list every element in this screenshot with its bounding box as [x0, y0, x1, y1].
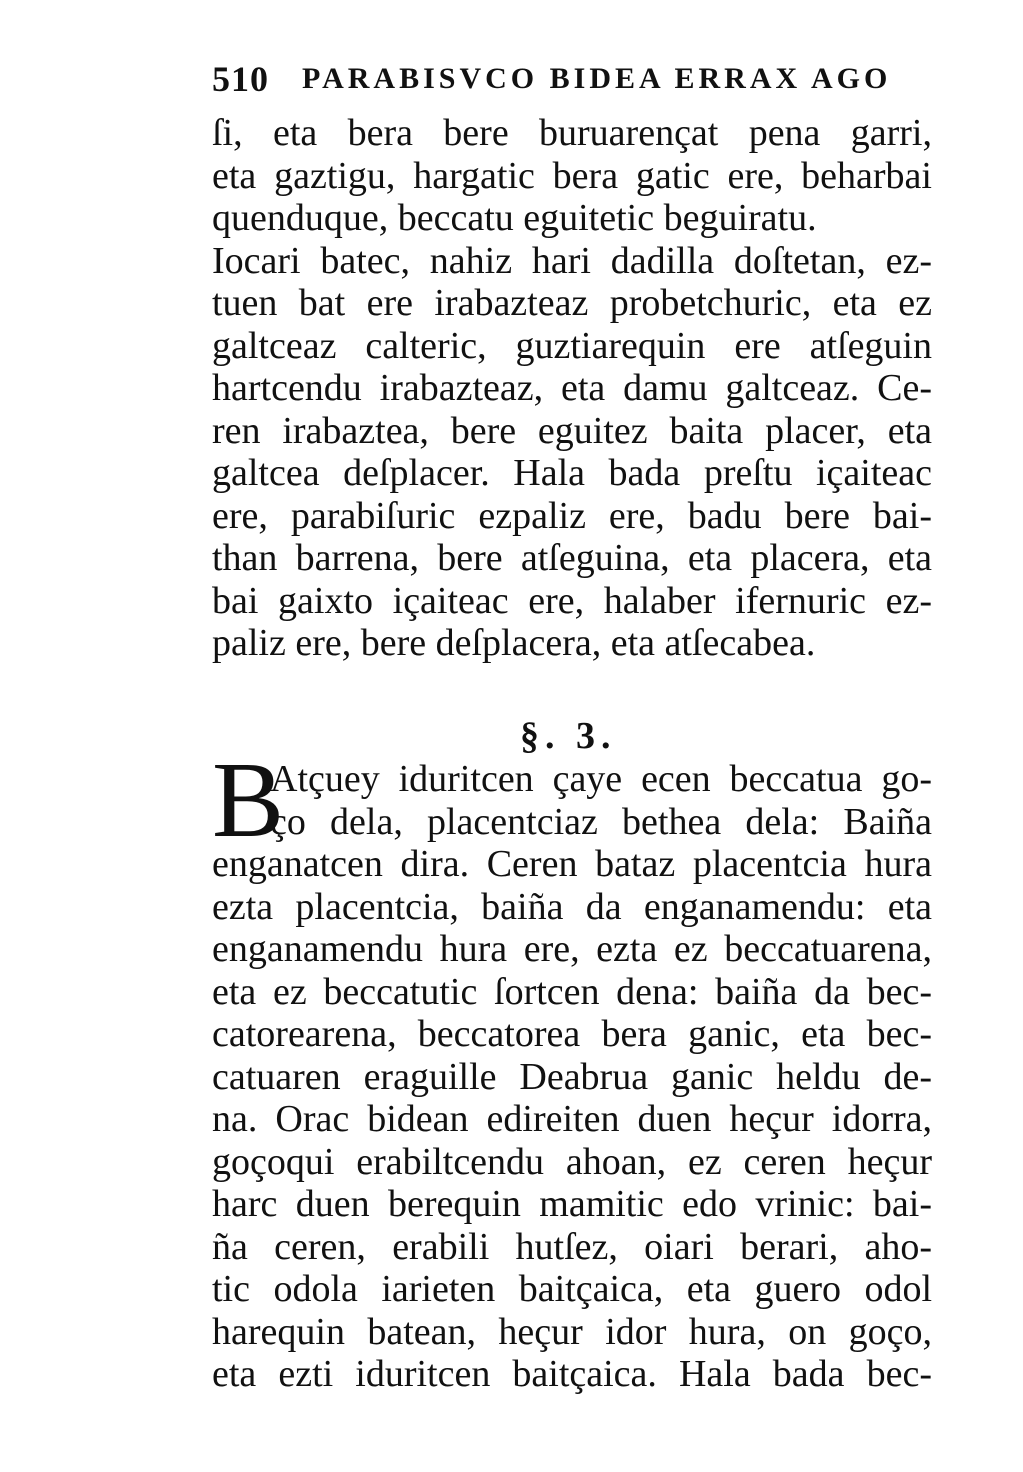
- text-line: ſi, eta bera bere buruarençat pena garri,: [212, 112, 932, 154]
- text-line: harequin batean, heçur idor hura, on goço,: [212, 1310, 932, 1353]
- text-line: Atçuey iduritcen çaye ecen beccatua go-: [270, 758, 932, 800]
- text-line: eta ez beccatutic ſortcen dena: baiña da bec-: [212, 970, 932, 1013]
- page-number: 510: [212, 59, 269, 99]
- paragraph-2: [212, 741, 932, 1396]
- text-line: goçoqui erabiltcendu ahoan, ez ceren heçur: [212, 1140, 932, 1183]
- text-line: catorearena, beccatorea bera ganic, eta bec-: [212, 1013, 932, 1055]
- text-line: ezta placentcia, baiña da enganamendu: eta: [212, 885, 932, 928]
- drop-cap: B: [212, 741, 285, 860]
- text-line: tuen bat ere irabazteaz probetchuric, eta ez: [212, 282, 932, 324]
- text-line: enganatcen dira. Ceren bataz placentcia hura: [212, 843, 932, 885]
- text-line: ço dela, placentciaz bethea dela: Baiña: [270, 800, 932, 843]
- text-line: quenduque, beccatu eguitetic beguiratu.: [212, 197, 817, 239]
- text-line: eta ezti iduritcen baitçaica. Hala bada bec-: [212, 1353, 932, 1395]
- section-mark: §. 3.: [520, 715, 617, 757]
- text-line: galtceaz calteric, guztiarequin ere atſeguin: [212, 324, 932, 367]
- text-line: hartcendu irabazteaz, eta damu galtceaz. Ce-: [212, 367, 932, 409]
- paragraph-1: [212, 112, 932, 665]
- text-line: tic odola iarieten baitçaica, eta guero odol: [212, 1268, 932, 1310]
- text-line: ere, parabiſuric ezpaliz ere, badu bere bai-: [212, 494, 932, 537]
- text-line: Iocari batec, nahiz hari dadilla doſtetan, ez-: [212, 239, 932, 282]
- text-line: bai gaixto içaiteac ere, halaber ifernuric ez-: [212, 579, 932, 622]
- text-line: ña ceren, erabili hutſez, oiari berari, aho-: [212, 1225, 932, 1268]
- text-line: paliz ere, bere deſplacera, eta atſecabea.: [212, 622, 816, 664]
- running-title: PARABISVCO BIDEA ERRAX AGO: [302, 62, 892, 95]
- text-line: ren irabaztea, bere eguitez baita placer, eta: [212, 409, 932, 452]
- page-header: [212, 58, 932, 106]
- text-line: galtcea deſplacer. Hala bada preſtu içaiteac: [212, 452, 932, 494]
- text-line: than barrena, bere atſeguina, eta placera, eta: [212, 537, 932, 579]
- text-line: catuaren eraguille Deabrua ganic heldu de-: [212, 1055, 932, 1098]
- text-line: harc duen berequin mamitic edo vrinic: bai-: [212, 1183, 932, 1225]
- text-line: enganamendu hura ere, ezta ez beccatuarena,: [212, 928, 932, 970]
- text-line: na. Orac bidean edireiten duen heçur idorra,: [212, 1098, 932, 1140]
- text-line: eta gaztigu, hargatic bera gatic ere, beharbai: [212, 154, 932, 197]
